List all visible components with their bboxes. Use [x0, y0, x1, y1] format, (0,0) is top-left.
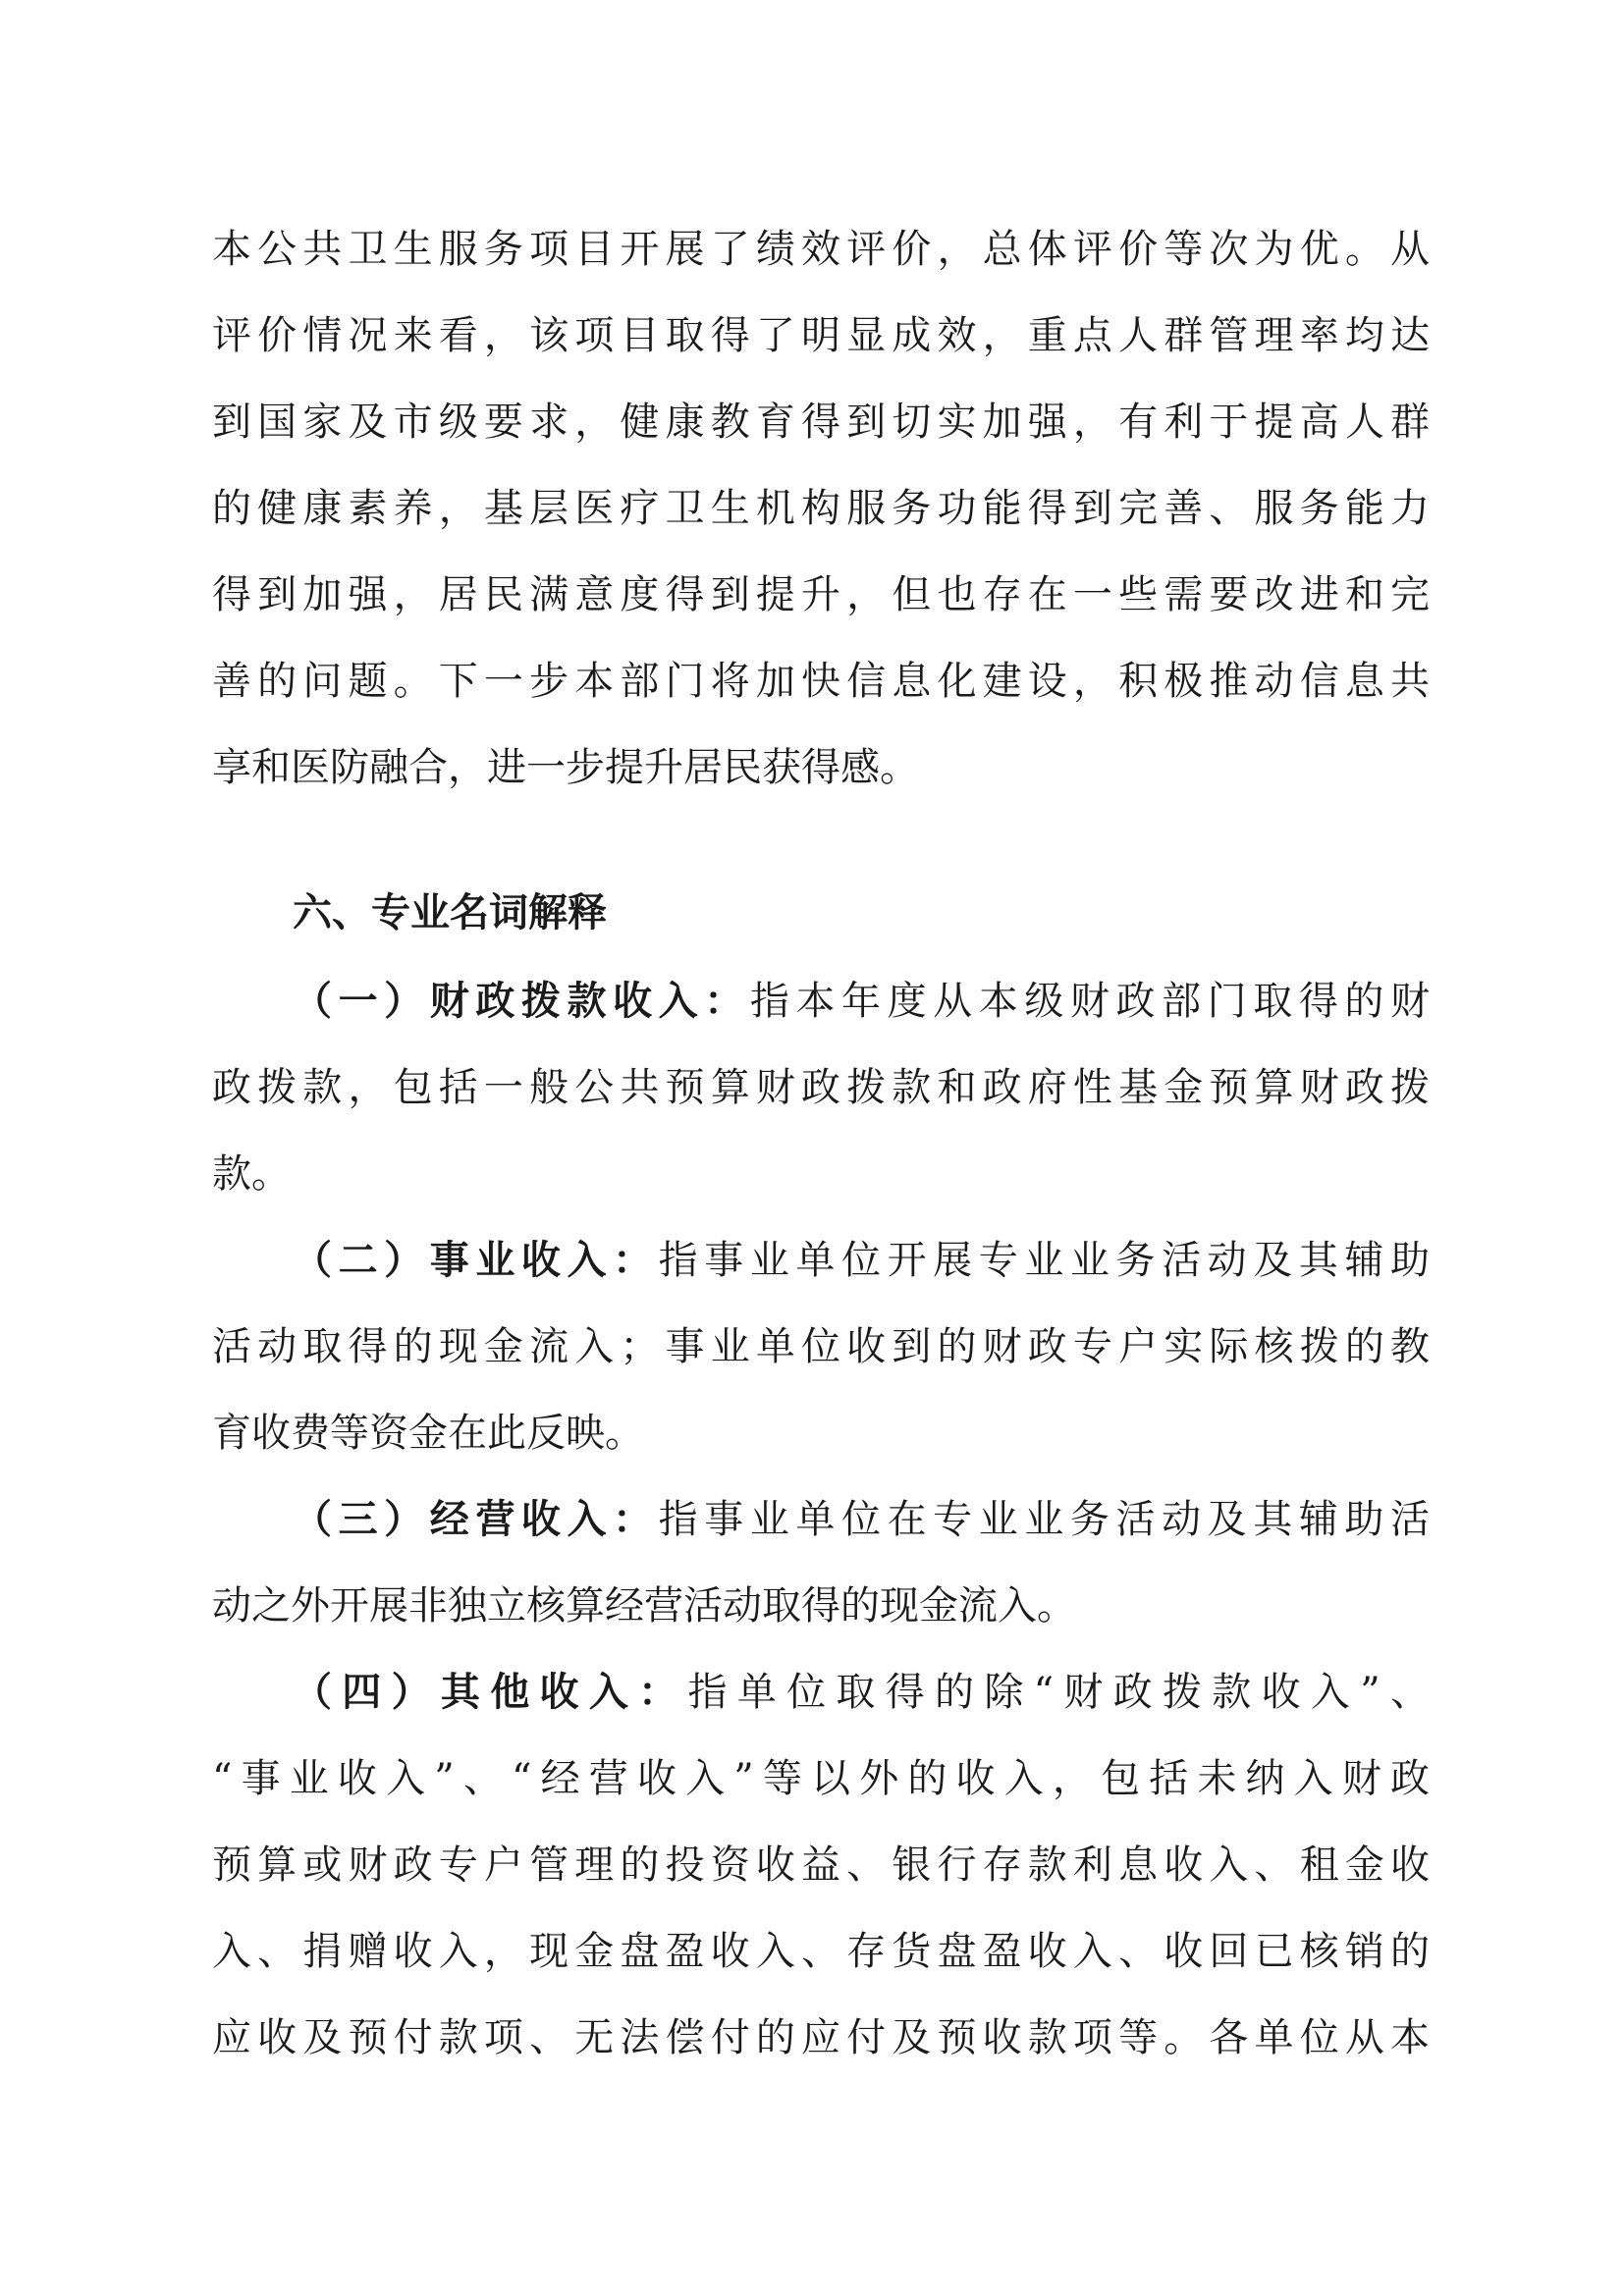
term-4-line-3: 预算或财政专户管理的投资收益、银行存款利息收入、租金收	[212, 1842, 1430, 1888]
term-1-definition-start: 指本年度从本级财政部门取得的财	[749, 979, 1431, 1024]
term-2-definition-start: 指事业单位开展专业业务活动及其辅助	[658, 1238, 1431, 1283]
intro-line-6: 善的问题。下一步本部门将加快信息化建设，积极推动信息共	[212, 659, 1430, 704]
term-3-label: （三）经营收入：	[293, 1497, 659, 1542]
term-4-definition-start: 指单位取得的除“财政拨款收入”、	[687, 1670, 1430, 1715]
intro-line-5: 得到加强，居民满意度得到提升，但也存在一些需要改进和完	[212, 572, 1430, 617]
term-2-line-2: 活动取得的现金流入；事业单位收到的财政专户实际核拨的教	[212, 1324, 1430, 1369]
term-3-definition-start: 指事业单位在专业业务活动及其辅助活	[658, 1497, 1431, 1542]
term-3-first-line	[293, 1480, 1430, 1559]
term-2-label: （二）事业收入：	[293, 1238, 659, 1283]
intro-line-4: 的健康素养，基层医疗卫生机构服务功能得到完善、服务能力	[212, 486, 1430, 531]
term-1-line-3: 款。	[212, 1151, 291, 1197]
intro-line-3: 到国家及市级要求，健康教育得到切实加强，有利于提高人群	[212, 400, 1430, 445]
term-2-first-line	[293, 1221, 1430, 1300]
term-4-line-4: 入、捐赠收入，现金盘盈收入、存货盘盈收入、收回已核销的	[212, 1929, 1430, 1974]
term-1-first-line	[293, 962, 1430, 1041]
section-heading: 六、专业名词解释	[293, 890, 607, 935]
term-4-line-5: 应收及预付款项、无法偿付的应付及预收款项等。各单位从本	[212, 2015, 1430, 2060]
term-1-label: （一）财政拨款收入：	[293, 979, 750, 1024]
intro-line-7: 享和医防融合，进一步提升居民获得感。	[212, 745, 919, 790]
intro-line-2: 评价情况来看，该项目取得了明显成效，重点人群管理率均达	[212, 313, 1430, 358]
term-2-line-3: 育收费等资金在此反映。	[212, 1411, 644, 1456]
term-3-line-2: 动之外开展非独立核算经营活动取得的现金流入。	[212, 1583, 1076, 1629]
term-4-label: （四）其他收入：	[293, 1670, 688, 1715]
term-1-line-2: 政拨款，包括一般公共预算财政拨款和政府性基金预算财政拨	[212, 1065, 1430, 1110]
term-4-first-line	[293, 1653, 1430, 1732]
term-4-line-2: “事业收入”、“经营收入”等以外的收入，包括未纳入财政	[212, 1756, 1430, 1801]
intro-line-1: 本公共卫生服务项目开展了绩效评价，总体评价等次为优。从	[212, 227, 1430, 272]
